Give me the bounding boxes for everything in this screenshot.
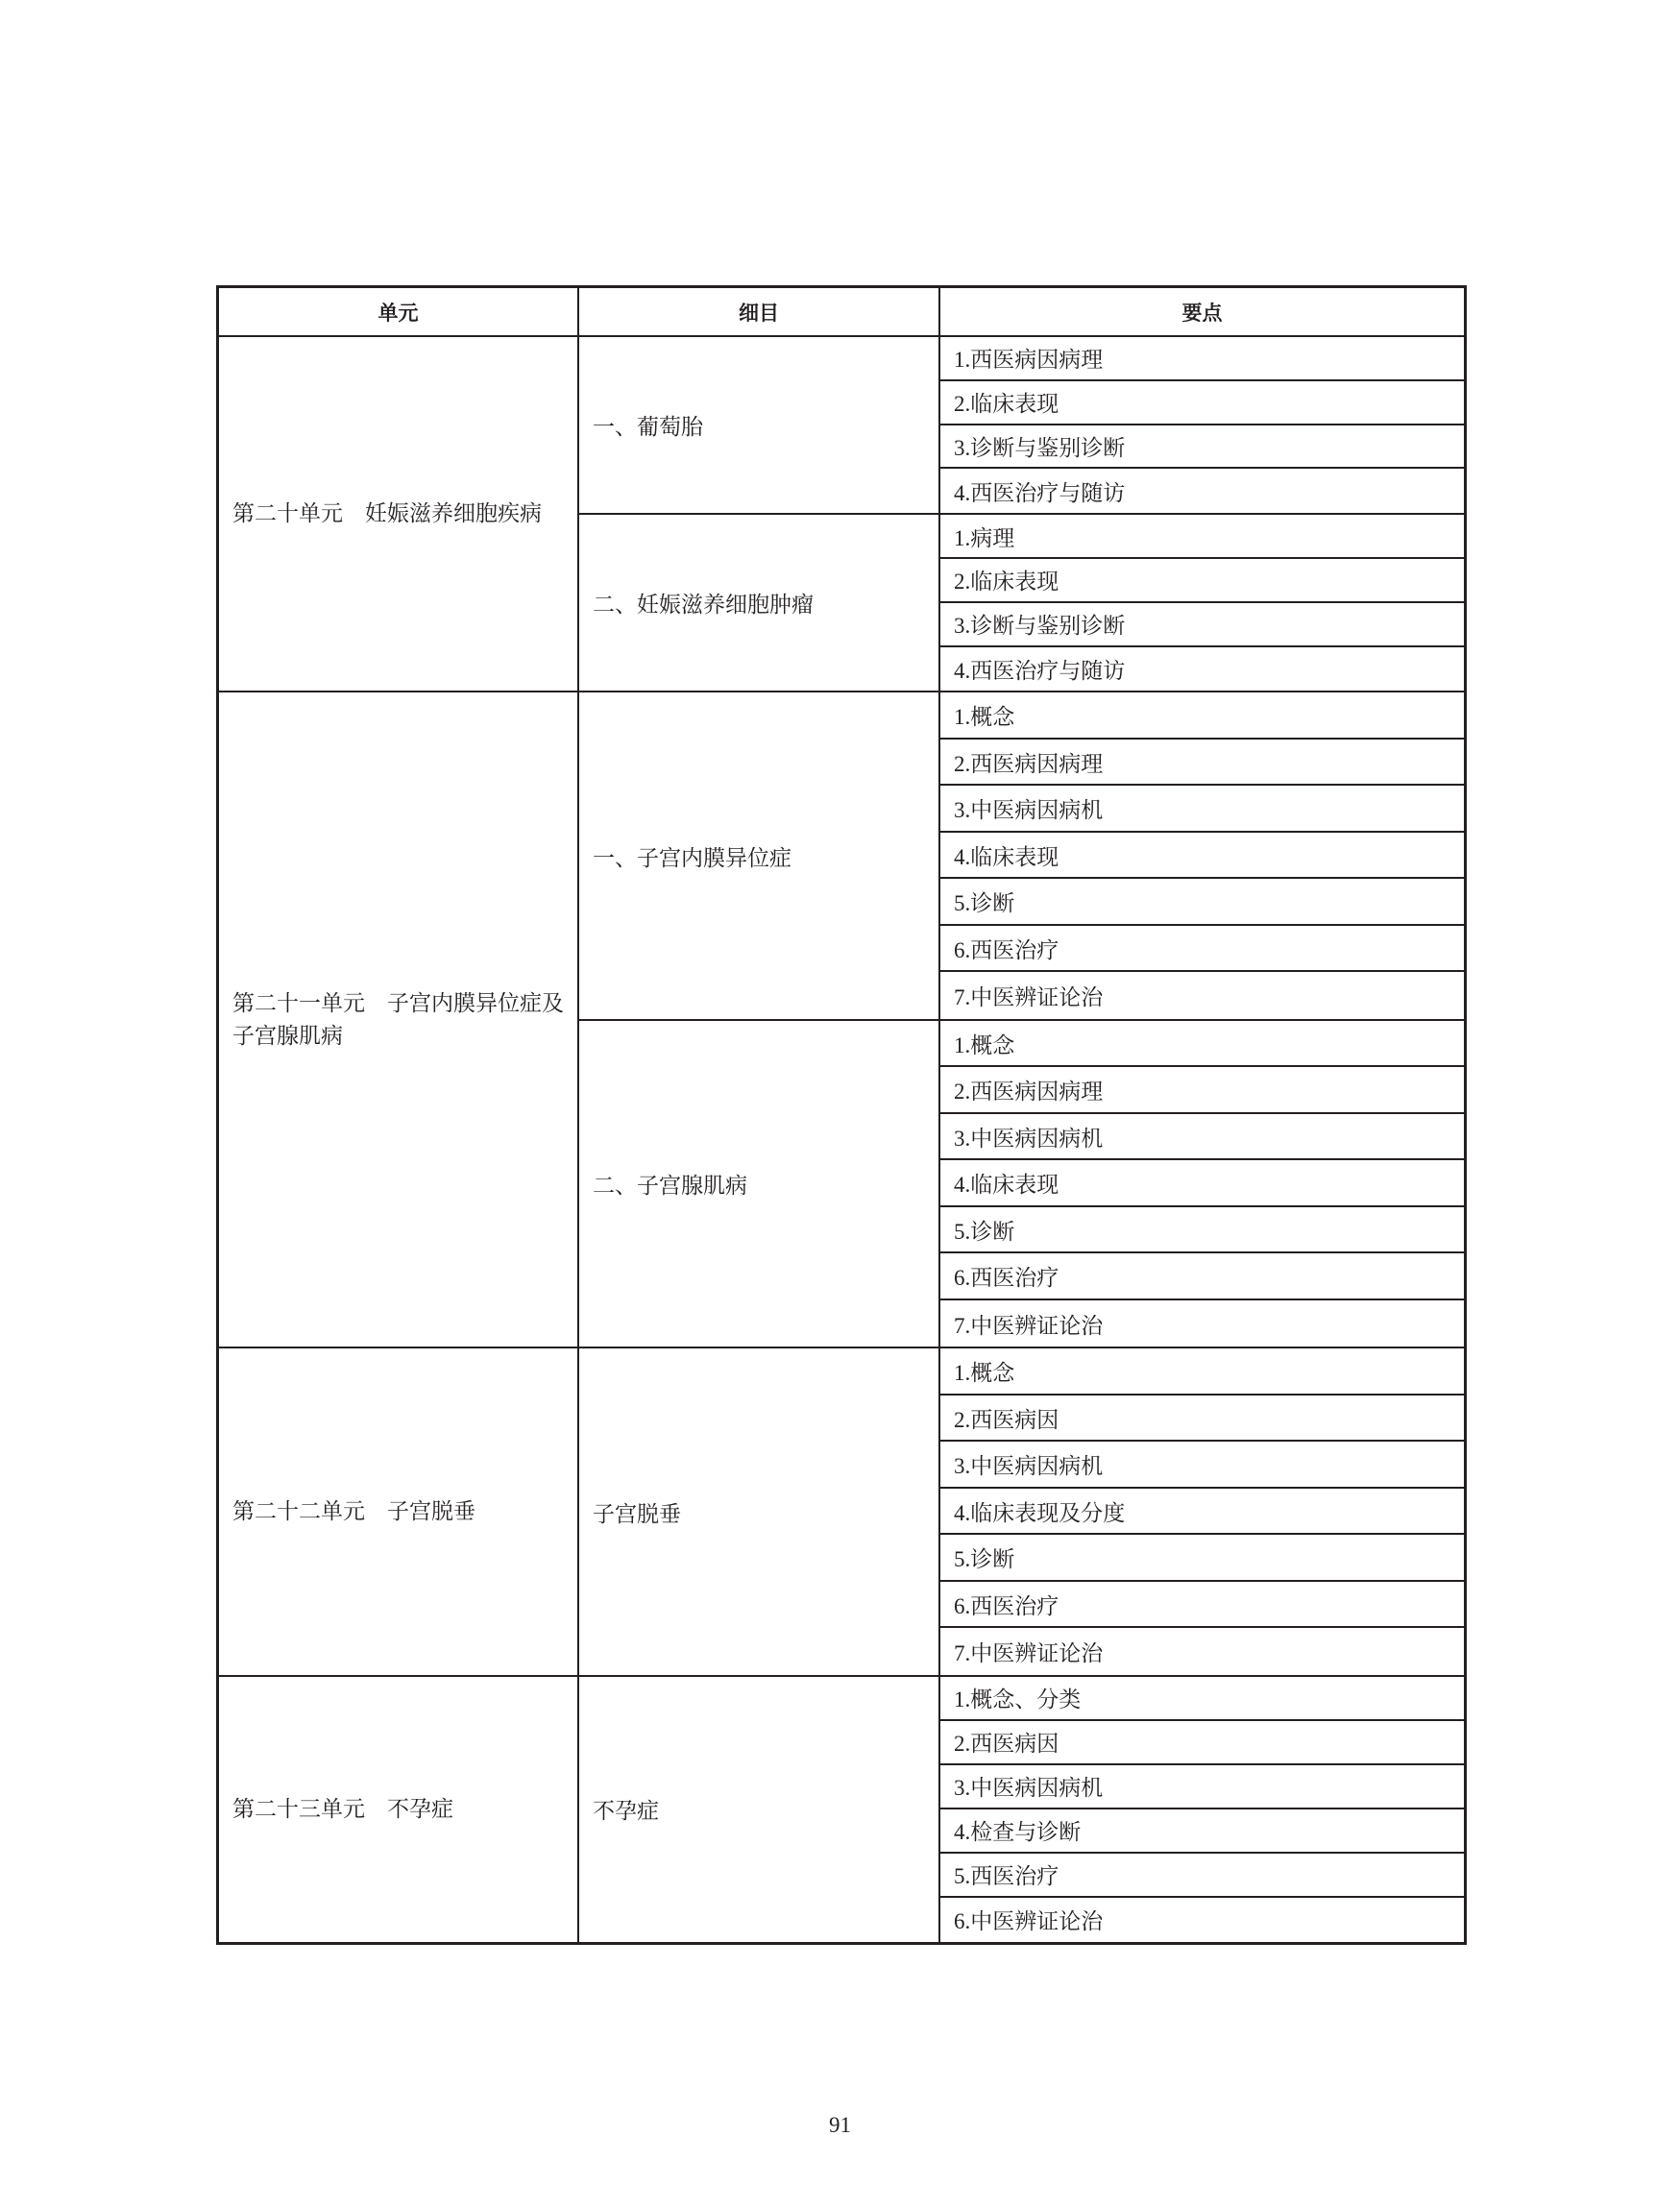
point-cell: 1.概念 (940, 1021, 1464, 1068)
point-cell: 1.概念 (940, 1348, 1464, 1396)
item-row (579, 1348, 1464, 1675)
point-cell: 2.西医病因病理 (940, 740, 1464, 787)
point-cell: 2.西医病因 (940, 1396, 1464, 1443)
point-cell: 2.西医病因 (940, 1721, 1464, 1765)
point-cell: 5.西医治疗 (940, 1854, 1464, 1898)
point-cell: 4.临床表现 (940, 1160, 1464, 1207)
unit-row (219, 1348, 1464, 1677)
point-cell: 7.中医辨证论治 (954, 1313, 1104, 1338)
unit-cell: 第二十二单元 子宫脱垂 (219, 1348, 579, 1675)
point-cell: 3.中医病因病机 (940, 1765, 1464, 1809)
unit-cell: 第二十单元 妊娠滋养细胞疾病 (219, 337, 579, 691)
point-cell: 4.临床表现及分度 (940, 1489, 1464, 1536)
point-cell: 1.西医病因病理 (940, 337, 1464, 381)
item-cell: 二、子宫腺肌病 (579, 1021, 940, 1347)
unit-cell: 第二十三单元 不孕症 (219, 1677, 579, 1942)
point-cell: 2.临床表现 (940, 559, 1464, 603)
header-item: 细目 (579, 288, 940, 335)
point-cell: 6.西医治疗 (940, 1582, 1464, 1629)
point-cell: 3.诊断与鉴别诊断 (940, 603, 1464, 647)
item-row (579, 1677, 1464, 1942)
header-points: 要点 (1181, 301, 1223, 325)
table-header (219, 288, 1464, 337)
item-row (579, 1021, 1464, 1347)
item-cell: 不孕症 (579, 1677, 940, 1942)
item-cell: 子宫脱垂 (579, 1348, 940, 1675)
point-cell: 1.概念、分类 (940, 1677, 1464, 1721)
page-number: 91 (829, 2113, 851, 2137)
point-cell: 6.中医辨证论治 (954, 1909, 1104, 1934)
header-unit: 单元 (219, 288, 579, 335)
point-cell: 7.中医辨证论治 (954, 985, 1104, 1010)
point-cell: 4.临床表现 (940, 833, 1464, 880)
point-cell: 2.西医病因病理 (940, 1067, 1464, 1114)
point-cell: 2.临床表现 (940, 381, 1464, 425)
unit-row (219, 692, 1464, 1348)
point-cell: 1.概念 (940, 692, 1464, 740)
point-cell: 3.中医病因病机 (940, 786, 1464, 833)
point-cell: 5.诊断 (940, 879, 1464, 926)
unit-cell: 第二十一单元 子宫内膜异位症及子宫腺肌病 (219, 692, 579, 1347)
point-cell: 3.中医病因病机 (940, 1114, 1464, 1161)
item-row (579, 692, 1464, 1021)
point-cell: 4.西医治疗与随访 (954, 658, 1126, 683)
point-cell: 5.诊断 (940, 1207, 1464, 1254)
unit-row (219, 1677, 1464, 1942)
point-cell: 6.西医治疗 (940, 926, 1464, 973)
unit-row (219, 337, 1464, 692)
syllabus-table (216, 285, 1467, 1945)
item-cell: 一、葡萄胎 (579, 337, 940, 513)
point-cell: 4.西医治疗与随访 (954, 480, 1126, 505)
item-cell: 一、子宫内膜异位症 (579, 692, 940, 1019)
item-row (579, 337, 1464, 515)
point-cell: 5.诊断 (940, 1535, 1464, 1582)
point-cell: 7.中医辨证论治 (954, 1641, 1104, 1666)
point-cell: 3.中医病因病机 (940, 1442, 1464, 1489)
point-cell: 1.病理 (940, 515, 1464, 559)
point-cell: 3.诊断与鉴别诊断 (940, 425, 1464, 470)
item-row (579, 515, 1464, 691)
point-cell: 4.检查与诊断 (940, 1809, 1464, 1854)
point-cell: 6.西医治疗 (940, 1253, 1464, 1300)
item-cell: 二、妊娠滋养细胞肿瘤 (579, 515, 940, 691)
